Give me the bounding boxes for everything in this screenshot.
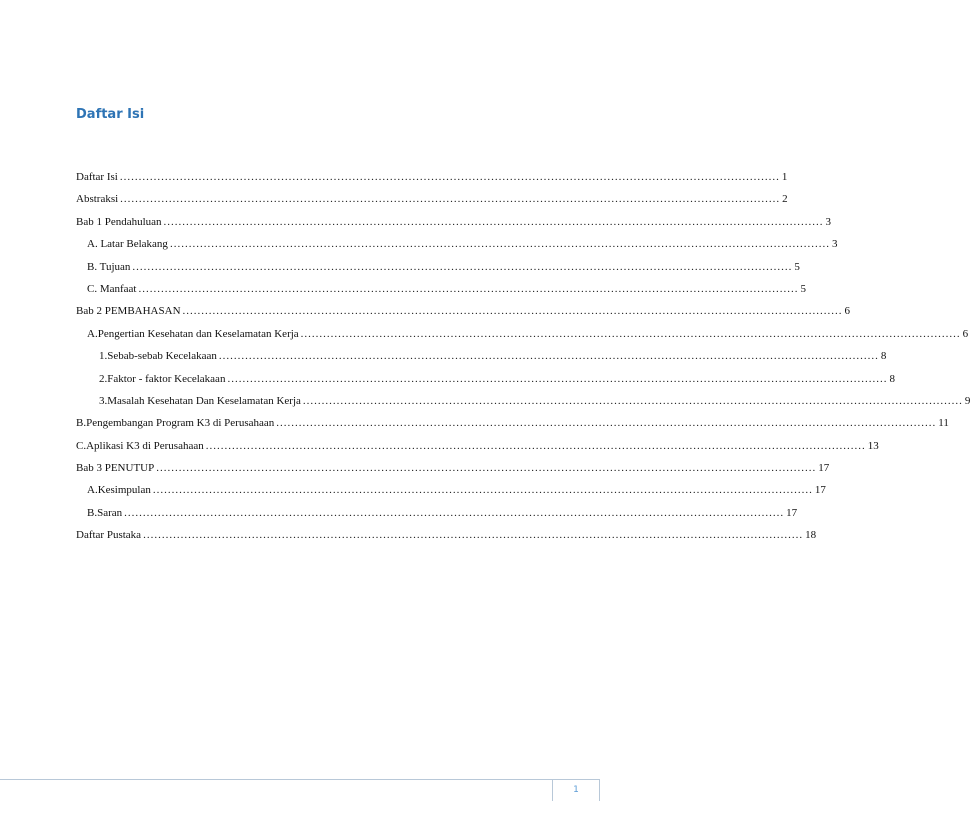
toc-entry-page: 13 [867,439,879,452]
toc-leader: ................................................................................................................................................................................ [152,484,813,497]
table-of-contents [76,166,970,547]
toc-entry-label: Abstraksi [76,193,119,206]
footer-rule [0,779,552,780]
toc-entry-label: Pengembangan Program K3 di Perusahaan [86,417,275,430]
toc-entry-page: 3 [831,238,838,251]
toc-entry-page: 17 [814,484,826,497]
toc-entry-label: Bab 1 Pendahuluan [76,215,162,228]
toc-entry[interactable] [76,479,826,501]
toc-entry[interactable] [76,211,832,233]
toc-entry-page: 6 [844,305,851,318]
toc-leader: ................................................................................................................................................................................ [276,417,937,430]
toc-entry-label: Sebab-sebab Kecelakaan [107,350,217,363]
toc-leader: ................................................................................................................................................................................ [138,282,799,295]
toc-entry[interactable] [76,524,817,546]
toc-entry-label: Faktor - faktor Kecelakaan [107,372,226,385]
toc-entry-label: C. Manfaat [87,282,137,295]
toc-leader: ................................................................................................................................................................................ [205,439,866,452]
toc-leader: ................................................................................................................................................................................ [163,215,824,228]
toc-entry-page: 3 [825,215,832,228]
toc-entry-page: 1 [781,171,788,183]
toc-entry-page: 9 [964,394,970,407]
toc-entry-label: Bab 2 PEMBAHASAN [76,305,181,318]
toc-leader: ................................................................................................................................................................................ [302,394,963,407]
toc-leader: ................................................................................................................................................................................ [124,506,785,519]
toc-entry-label: Kesimpulan [97,484,151,497]
toc-entry[interactable] [76,278,806,300]
toc-entry-page: 5 [794,260,800,273]
toc-entry-page: 11 [938,417,949,430]
toc-entry-marker: 3. [99,394,108,407]
toc-entry-marker: C. [76,439,87,452]
toc-entry-label: Daftar Isi [76,171,118,183]
toc-entry-page: 8 [880,350,887,363]
toc-leader: ................................................................................................................................................................................ [169,238,830,251]
toc-entry-page: 18 [805,529,817,542]
toc-entry[interactable] [76,457,830,479]
toc-entry-page: 17 [818,462,830,475]
toc-entry-marker: B. [76,417,87,430]
toc-entry-label: Daftar Pustaka [76,529,142,542]
toc-entry[interactable] [76,502,798,524]
toc-entry-label: Masalah Kesehatan Dan Keselamatan Kerja [107,394,301,407]
toc-entry-page: 5 [800,282,806,295]
toc-entry[interactable] [76,345,887,367]
toc-leader: ................................................................................................................................................................................ [182,305,843,318]
toc-entry-page: 17 [786,506,798,519]
toc-entry-page: 2 [782,193,788,206]
toc-entry[interactable] [76,368,895,390]
toc-entry-label: Saran [97,506,123,519]
toc-entry-label: Bab 3 PENUTUP [76,462,155,475]
toc-entry[interactable] [76,233,838,255]
toc-entry[interactable] [76,256,800,278]
toc-entry-page: 8 [889,372,895,385]
toc-leader: ................................................................................................................................................................................ [300,327,961,340]
toc-entry[interactable] [76,300,851,322]
toc-leader: ................................................................................................................................................................................ [119,171,780,183]
toc-entry-marker: A. [87,484,98,497]
toc-entry-marker: B. [87,506,98,519]
toc-entry-label: B. Tujuan [87,260,131,273]
toc-entry-page: 6 [962,327,969,340]
toc-leader: ................................................................................................................................................................................ [227,372,888,385]
toc-leader: ................................................................................................................................................................................ [132,260,793,273]
toc-leader: ................................................................................................................................................................................ [156,462,817,475]
toc-entry-label: Pengertian Kesehatan dan Keselamatan Kerja [97,327,299,340]
toc-leader: ................................................................................................................................................................................ [143,529,804,542]
toc-entry[interactable] [76,412,949,434]
toc-entry[interactable] [76,390,970,412]
page-number: 1 [552,779,600,801]
toc-entry[interactable] [76,323,969,345]
toc-entry-label: Aplikasi K3 di Perusahaan [86,439,204,452]
toc-entry-marker: 2. [99,372,108,385]
toc-entry-marker: A. [87,327,98,340]
toc-leader: ................................................................................................................................................................................ [120,193,781,206]
toc-entry[interactable] [76,166,788,188]
toc-entry-label: A. Latar Belakang [87,238,168,251]
toc-leader: ................................................................................................................................................................................ [218,350,879,363]
toc-heading: Daftar Isi [76,107,145,122]
toc-entry-marker: 1. [99,350,108,363]
toc-entry[interactable] [76,435,879,457]
toc-entry[interactable] [76,188,788,210]
